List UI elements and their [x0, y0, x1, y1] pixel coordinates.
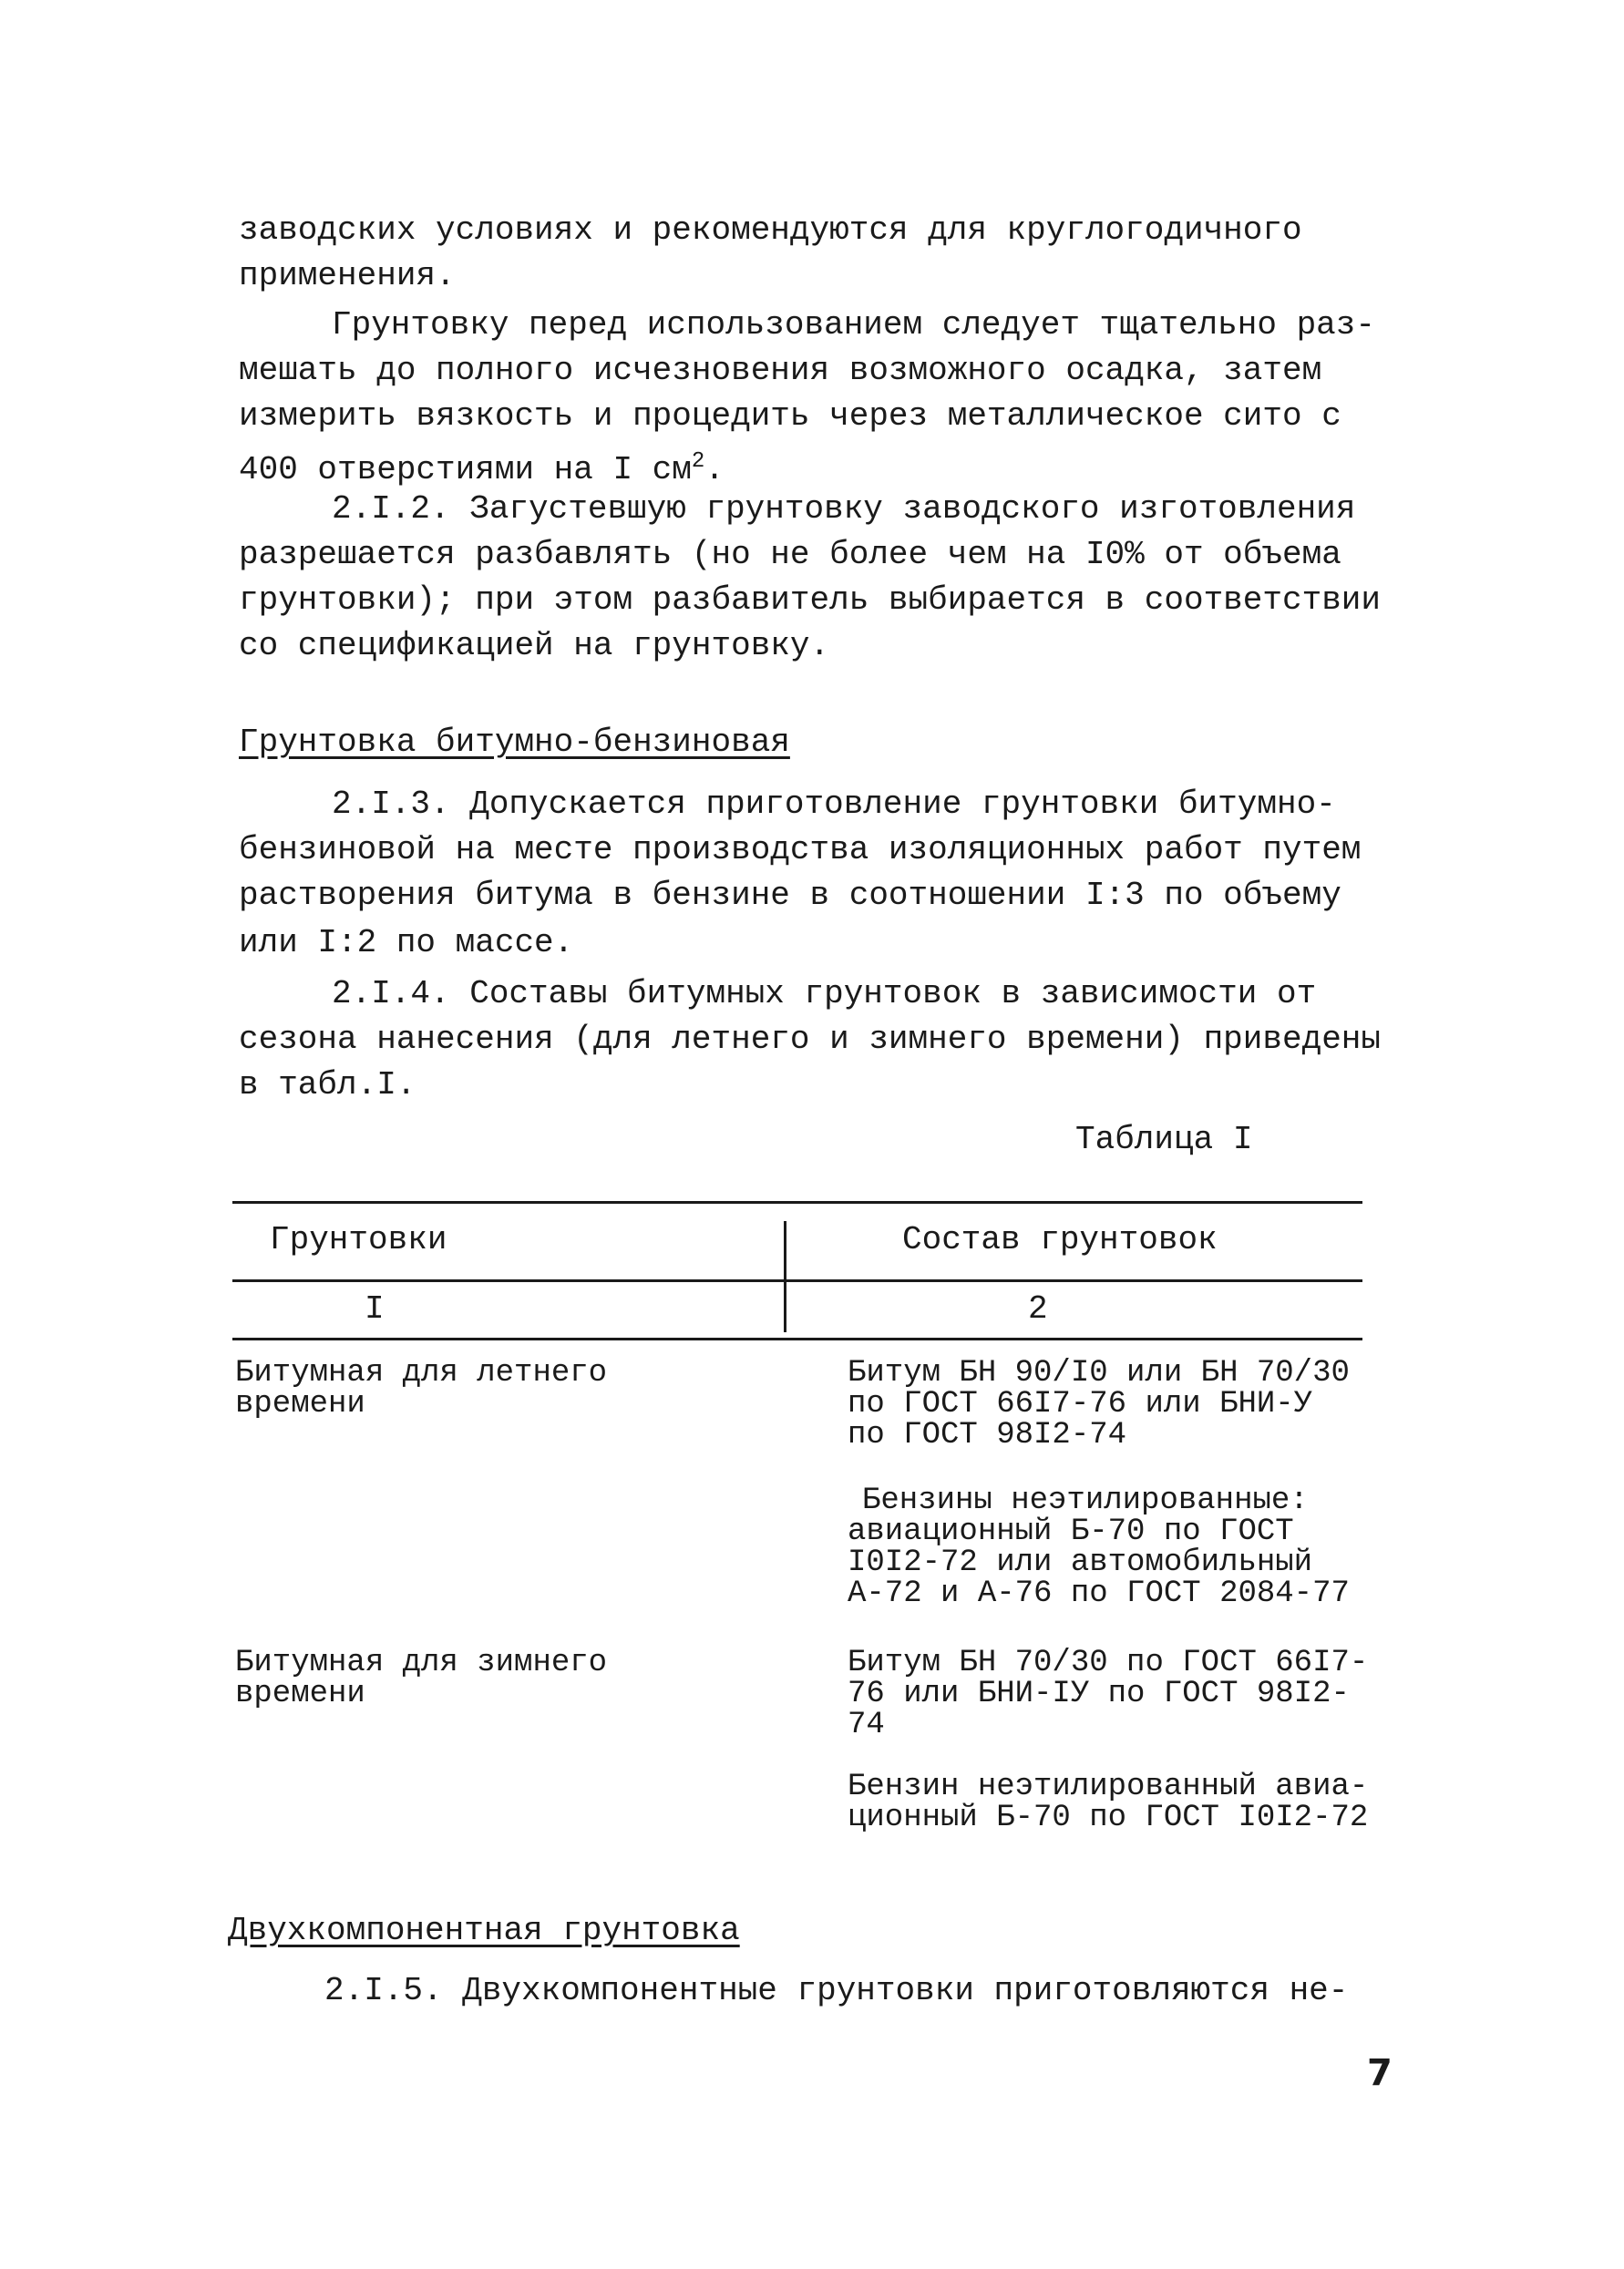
table-header-rule [232, 1279, 1362, 1282]
table-column-number: I [365, 1290, 385, 1328]
table-row-composition: Бензины неэтилированные: авиационный Б-70 по ГОСТ I0I2-72 или автомобильный А-72 и А-76 по ГОСТ 2084-77 [848, 1484, 1350, 1611]
text-line: сезона нанесения (для летнего и зимнего времени) приведены [239, 1021, 1382, 1058]
text-line: грунтовки); при этом разбавитель выбирается в соответствии [239, 581, 1382, 619]
text-line: разрешается разбавлять (но не более чем на I0% от объема [239, 536, 1341, 573]
table-row-composition: Битум БН 70/30 по ГОСТ 66I7- 76 или БНИ-IУ по ГОСТ 98I2- 74 [848, 1646, 1369, 1742]
text-line: заводских условиях и рекомендуются для круглогодичного [239, 211, 1302, 249]
table-column-number: 2 [1028, 1290, 1048, 1328]
text-line: или I:2 по массе. [239, 924, 574, 961]
text-line: 2.I.4. Составы битумных грунтовок в зависимости от [332, 975, 1317, 1012]
table-caption: Таблица I [1075, 1121, 1253, 1158]
text-line: 2.I.2. Загустевшую грунтовку заводского изготовления [332, 490, 1356, 528]
table-header-primers: Грунтовки [270, 1221, 447, 1258]
table-top-rule [232, 1201, 1362, 1204]
table-number-rule [232, 1338, 1362, 1340]
table-row-composition: Бензин неэтилированный авиа- ционный Б-70 по ГОСТ I0I2-72 [848, 1770, 1369, 1835]
table-header-composition: Состав грунтовок [902, 1221, 1218, 1258]
section-heading: Двухкомпонентная грунтовка [228, 1912, 740, 1949]
table-row-primer: Битумная для зимнего времени [235, 1646, 608, 1711]
text-line: бензиновой на месте производства изоляционных работ путем [239, 831, 1362, 868]
table-column-divider [784, 1221, 786, 1332]
section-heading: Грунтовка битумно-бензиновая [239, 724, 790, 761]
table-row-composition: Битум БН 90/I0 или БН 70/30 по ГОСТ 66I7-76 или БНИ-У по ГОСТ 98I2-74 [848, 1356, 1350, 1453]
table-row-primer: Битумная для летнего времени [235, 1356, 608, 1422]
text-line: мешать до полного исчезновения возможного осадка, затем [239, 352, 1322, 389]
text-line: измерить вязкость и процедить через металлическое сито с [239, 397, 1341, 435]
text-line: в табл.I. [239, 1066, 416, 1104]
page-number: 7 [1367, 2052, 1393, 2094]
text-line: применения. [239, 257, 456, 294]
text-line: 2.I.5. Двухкомпонентные грунтовки приготовляются не- [324, 1972, 1349, 2009]
text-line: Грунтовку перед использованием следует тщательно раз- [332, 306, 1375, 344]
text-line: растворения битума в бензине в соотношении I:3 по объему [239, 877, 1341, 914]
text-line: 2.I.3. Допускается приготовление грунтовки битумно- [332, 785, 1336, 823]
text-line: со спецификацией на грунтовку. [239, 627, 830, 664]
text-line: 400 отверстиями на I $см^2$. [239, 449, 725, 488]
